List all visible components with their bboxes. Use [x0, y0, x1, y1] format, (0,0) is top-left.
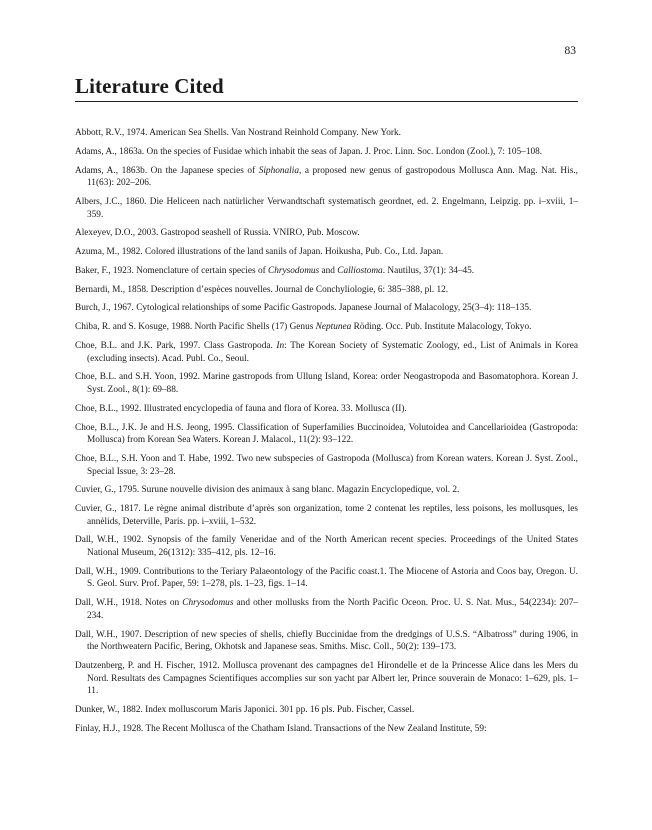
reference-text: Choe, B.L., J.K. Je and H.S. Jeong, 1995. Classification of Superfamilies Buccinoidea, Volutoidea and Cancellarioidea (Gastropoda: Mollusca) from Korean Sea Waters. Korean J. Malacol., 11(2): 93–122.: [75, 422, 578, 446]
reference-text: Abbott, R.V., 1974. American Sea Shells. Van Nostrand Reinhold Company. New York.: [75, 128, 401, 138]
reference-entry: [75, 403, 578, 416]
reference-entry: [75, 660, 578, 698]
reference-entry: [75, 534, 578, 559]
reference-text: Choe, B.L. and J.K. Park, 1997. Class Gastropoda.: [75, 341, 277, 351]
reference-entry: [75, 165, 578, 190]
reference-text: Choe, B.L., S.H. Yoon and T. Habe, 1992. Two new subspecies of Gastropoda (Mollusca) from Korean waters. Korean J. Syst. Zool., Special Issue, 3: 23–28.: [75, 453, 578, 477]
reference-text: Röding. Occ. Pub. Institute Malacology, Tokyo.: [351, 322, 532, 333]
reference-text: Alexeyev, D.O., 2003. Gastropod seashell of Russia. VNIRO, Pub. Moscow.: [75, 228, 360, 239]
reference-italic-text: Siphonalia: [258, 165, 299, 176]
reference-text: Bernardi, M., 1858. Description d’espèces nouvelles. Journal de Conchyliologie, 6: 385–388, pl. 12.: [75, 284, 449, 295]
reference-text: Dunker, W., 1882. Index molluscorum Maris Japonici. 301 pp. 16 pls. Pub. Fischer, Cassel.: [75, 704, 415, 715]
reference-text: Chiba, R. and S. Kosuge, 1988. North Pacific Shells (17) Genus: [75, 322, 316, 333]
reference-text: Dall, W.H., 1907. Description of new species of shells, chiefly Buccinidae from the dredgings of U.S.S. “Albatross” during 1906, in the Northweatern Pacific, Bering, Okhotsk and Japanese seas. Smiths. Misc. Coll., 50(2): 139–173.: [75, 629, 578, 653]
reference-text: Cuvier, G., 1795. Surune nouvelle division des animaux à sang blanc. Magazin Encyclopedique, vol. 2.: [75, 485, 460, 496]
reference-italic-text: In: [276, 341, 285, 351]
reference-entry: [75, 127, 578, 140]
reference-text: Adams, A., 1863b. On the Japanese species of: [75, 165, 259, 176]
reference-text: Dautzenberg, P. and H. Fischer, 1912. Mollusca provenant des campagnes de1 Hirondelle et de la Princesse Alice dans les Mers du Nord. Resultats des Campagnes Scientifiques accomplies sur son yacht par Albert ler, Prince souverain de Monaco: 1–629, pls. 1–11.: [75, 660, 578, 697]
reference-entry: [75, 146, 578, 159]
reference-text: Baker, F., 1923. Nomenclature of certain species of: [75, 265, 269, 276]
section-title: Literature Cited: [75, 74, 224, 98]
reference-entry: [75, 265, 578, 278]
reference-entry: [75, 422, 578, 447]
reference-entry: [75, 227, 578, 240]
reference-italic-text: Calliostoma: [337, 265, 383, 276]
reference-text: : The Korean Society of Systematic Zoology, ed., List of Animals in Korea (excluding insects). Acad. Publ. Co., Seoul.: [87, 341, 578, 364]
reference-text: Burch, J., 1967. Cytological relationships of some Pacific Gastropods. Japanese Journal of Malacology, 25(3–4): 118–135.: [75, 303, 532, 314]
reference-entry: [75, 503, 578, 528]
reference-text: Albers, J.C., 1860. Die Heliceen nach natürlicher Verwandtschaft systematisch geordnet, ed. 2. Engelmann, Leipzig. pp. i–xviii, 1–359.: [75, 196, 578, 220]
reference-list: [75, 127, 578, 741]
reference-entry: [75, 321, 578, 334]
page-number: 83: [564, 45, 576, 57]
reference-entry: [75, 340, 578, 365]
reference-entry: [75, 704, 578, 717]
reference-text: Finlay, H.J., 1928. The Recent Mollusca of the Chatham Island. Transactions of the New Zealand Institute, 59:: [75, 723, 487, 734]
reference-text: Adams, A., 1863a. On the species of Fusidae which inhabit the seas of Japan. J. Proc. Linn. Soc. London (Zool.), 7: 105–108.: [75, 146, 543, 157]
reference-text: . Nautilus, 37(1): 34–45.: [382, 265, 475, 276]
reference-entry: [75, 629, 578, 654]
title-rule: [75, 101, 578, 102]
reference-entry: [75, 484, 578, 497]
reference-entry: [75, 453, 578, 478]
reference-italic-text: Chrysodomus: [182, 598, 234, 609]
reference-text: Dall, W.H., 1909. Contributions to the Teriary Palaeontology of the Pacific coast.1. The Miocene of Astoria and Coos bay, Oregon. U. S. Geol. Surv. Prof. Paper, 59: 1–278, pls. 1–23, figs. 1–14.: [75, 566, 578, 590]
reference-text: Dall, W.H., 1918. Notes on: [75, 598, 183, 609]
reference-text: Choe, B.L. and S.H. Yoon, 1992. Marine gastropods from Ullung Island, Korea: order Neogastropoda and Basomatophora. Korean J. Syst. Zool., 8(1): 69–88.: [75, 372, 578, 395]
reference-text: Azuma, M., 1982. Colored illustrations of the land sanils of Japan. Hoikusha, Pub. Co., Ltd. Japan.: [75, 247, 444, 258]
reference-entry: [75, 597, 578, 622]
reference-italic-text: Chrysodomus: [268, 265, 320, 276]
reference-text: , a proposed new genus of gastropodous Mollusca Ann. Mag. Nat. His., 11(63): 202–206.: [87, 165, 578, 189]
reference-entry: [75, 284, 578, 297]
reference-text: and other mollusks from the North Pacific Oceon. Proc. U. S. Nat. Mus., 54(2234): 207–234.: [87, 598, 578, 621]
reference-text: Choe, B.L., 1992. Illustrated encyclopedia of fauna and flora of Korea. 33. Mollusca (II).: [75, 403, 407, 414]
reference-entry: [75, 196, 578, 221]
reference-text: and: [319, 265, 338, 276]
reference-italic-text: Neptunea: [315, 322, 352, 333]
reference-entry: [75, 723, 578, 736]
reference-entry: [75, 246, 578, 259]
reference-text: Cuvier, G., 1817. Le règne animal distribute d’après son organization, tome 2 contenat les reptiles, less poisons, les mollusques, les annèlids, Deterville, Paris. pp. i–xviii, 1–532.: [75, 504, 578, 527]
reference-entry: [75, 302, 578, 315]
reference-entry: [75, 371, 578, 396]
reference-entry: [75, 566, 578, 591]
reference-text: Dall, W.H., 1902. Synopsis of the family Veneridae and of the North American recent species. Proceedings of the United States National Museum, 26(1312): 335–412, pls. 12–16.: [75, 535, 578, 559]
